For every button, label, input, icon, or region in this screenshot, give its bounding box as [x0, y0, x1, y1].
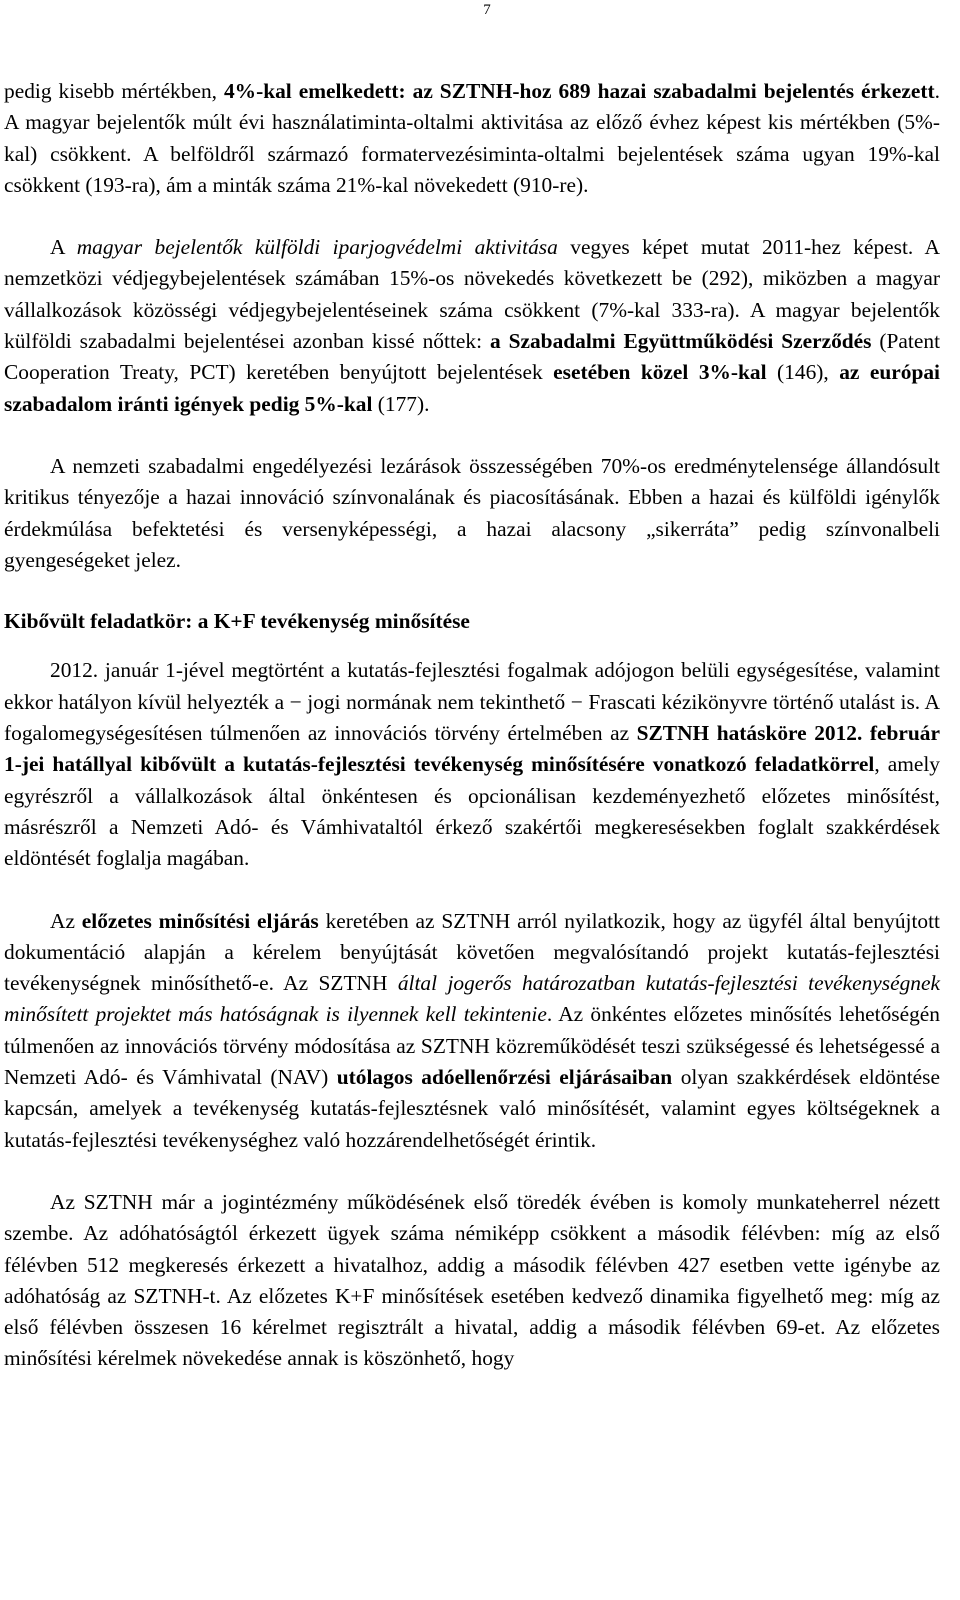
text-run: A [50, 235, 77, 260]
bold-run: előzetes minősítési eljárás [81, 908, 319, 933]
paragraph-patent-closures: A nemzeti szabadalmi engedélyezési lezárások összességében 70%-os eredménytelensége állandósult kritikus tényezője a hazai innováció színvonalának és piacosításának. Ebben a hazai és külföldi igénylők érdekmúlása befektetési és versenyképességi, a hazai alacsony „sikerráta” pedig színvonalbeli gyengeségeket jelez. [4, 453, 940, 572]
text-run: (Patent Cooperation Treaty, PCT) keretében benyújtott bejelentések [4, 329, 941, 385]
italic-run: által jogerős határozatban kutatás-fejlesztési tevékenységnek minősített projektet más hatóságnak is ilyennek kell tekintenie [4, 971, 940, 1027]
bold-run: a Szabadalmi Együttműködési Szerződés [489, 329, 872, 354]
paragraph-rd-qualification [4, 655, 940, 874]
section-heading: Kibővült feladatkör: a K+F tevékenység minősítése [4, 609, 470, 634]
text-run: keretében az SZTNH arról nyilatkozik, hogy az ügyfél által benyújtott dokumentáció alapján a kérelem benyújtását követően megvalósítandó projekt kutatás-fejlesztési tevékenységnek minősíthető-e. Az SZTNH [4, 908, 940, 996]
bold-run: utólagos adóellenőrzési eljárásaiban [336, 1065, 673, 1090]
paragraph-domestic-applications [4, 76, 940, 201]
bold-run: 4%-kal emelkedett: az SZTNH-hoz 689 hazai szabadalmi bejelentés érkezett [223, 79, 935, 103]
text-run: 2012. január 1-jével megtörtént a kutatás-fejlesztési fogalmak adójogon belüli egységesítése, valamint ekkor hatályon kívül helyezték a − jogi normának nem tekinthető − Frascati kézikönyvre történő utalást is. A fogalomegységesítésen túlmenően az innovációs törvény értelmében az [4, 658, 940, 746]
paragraph-preliminary-procedure [4, 906, 940, 1156]
paragraph-foreign-activity [4, 232, 940, 420]
text-run: . Az önkéntes előzetes minősítés lehetőségén túlmenően az innovációs törvény módosítása az SZTNH közreműködését teszi szükségessé és lehetségessé a Nemzeti Adó- és Vámhivatal (NAV) [4, 1002, 940, 1090]
text-run: pedig kisebb mértékben, [4, 79, 224, 103]
page-number: 7 [483, 2, 491, 18]
bold-run: az európai szabadalom iránti igények pedig 5%-kal [4, 360, 940, 416]
text-run: (177). [372, 391, 430, 416]
text-run: . A magyar bejelentők múlt évi használatiminta-oltalmi aktivitása az előző évhez képest kis mértékben (5%-kal) csökkent. A belföldről származó formatervezésiminta-oltalmi bejelentések száma ugyan 19%-kal csökkent (193-ra), ám a minták száma 21%-kal növekedett (910-re). [4, 79, 940, 197]
text-run: , amely egyrészről a vállalkozások által önkéntesen és opcionálisan kezdeményezhető előzetes minősítést, másrészről a Nemzeti Adó- és Vámhivataltól érkező szakértői megkeresésekben foglalt szakkérdések eldöntését foglalja magában. [4, 752, 940, 871]
italic-run: magyar bejelentők külföldi iparjogvédelmi aktivitása [76, 235, 558, 260]
text-run: (146), [766, 360, 840, 385]
text-run: Az [50, 908, 82, 933]
bold-run: esetében közel 3%-kal [553, 360, 767, 385]
text-run: vegyes képet mutat 2011-hez képest. A nemzetközi védjegybejelentések számában 15%-os növekedés következett be (292), miközben a magyar vállalkozások közösségi védjegybejelentéseinek száma csökkent (7%-kal 333-ra). A magyar bejelentők külföldi szabadalmi bejelentései azonban kissé nőttek: [4, 235, 940, 354]
paragraph-workload: Az SZTNH már a jogintézmény működésének első töredék évében is komoly munkateherrel nézett szembe. Az adóhatóságtól érkezett ügyek száma némiképp csökkent a második félévben: míg az első félévben 512 megkeresés érkezett a hivatalhoz, addig a második félévben 427 esetben vette igénybe az adóhatóság az SZTNH-t. Az előzetes K+F minősítések esetében kedvező dinamika figyelhető meg: míg az első félévben összesen 16 kérelmet regisztrált a hivatal, addig a második félévben 69-et. Az előzetes minősítési kérelmek növekedése annak is köszönhető, hogy [4, 1189, 940, 1371]
text-run: olyan szakkérdések eldöntése kapcsán, amelyek a tevékenység kutatás-fejlesztésnek való minősítését, valamint egyes költségeknek a kutatás-fejlesztési tevékenységhez való hozzárendelhetőségét érintik. [4, 1065, 940, 1152]
document-body [4, 76, 940, 1375]
bold-run: SZTNH hatásköre 2012. február 1-jei hatállyal kibővült a kutatás-fejlesztési tevékenység minősítésére vonatkozó feladatkörrel [4, 721, 940, 777]
